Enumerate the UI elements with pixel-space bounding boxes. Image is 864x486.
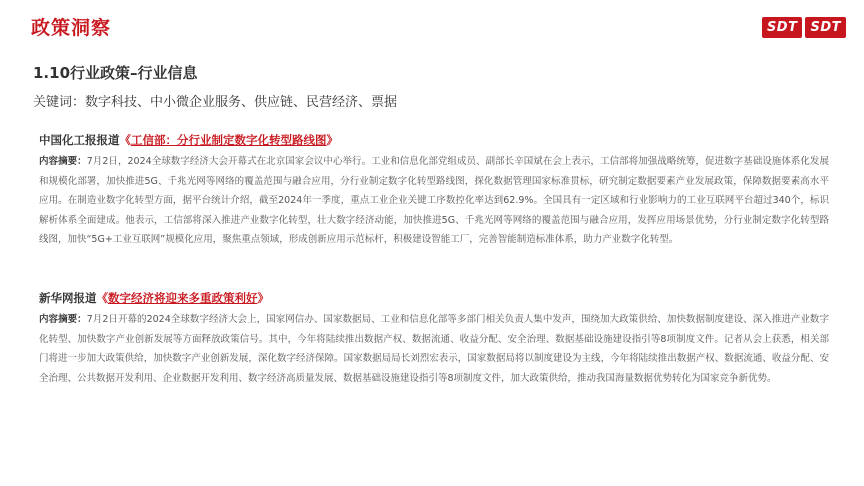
news-summary bbox=[39, 310, 829, 388]
title-bracket-open: 《 bbox=[119, 133, 131, 147]
sdt-logo bbox=[762, 17, 846, 38]
news-item bbox=[39, 288, 829, 388]
title-bracket-open: 《 bbox=[96, 291, 108, 305]
news-item bbox=[39, 130, 829, 250]
summary-text: 7月2日开幕的2024全球数字经济大会上，国家网信办、国家数据局、工业和信息化部等多部门相关负责人集中发声，围绕加大政策供给、加快数据制度建设、深入推进产业数字化转型、加快数字产业创新发展等方面释放政策信号。其中，今年将陆续推出数据产权、数据流通、收益分配、安全治理、数据基础设施建设指引等8项制度文件。记者从会上获悉，相关部门将进一步加大政策供给，加快数字产业创新发展，深化数字经济保障。国家数据局局长刘烈宏表示，国家数据局将以制度建设为主线，今年将陆续推出数据产权、数据流通、收益分配、安全治理、公共数据开发利用、企业数据开发利用、数字经济高质量发展、数据基础设施建设指引等8项制度文件，加大政策供给，推动我国海量数据优势转化为国家竞争新优势。 bbox=[39, 314, 829, 384]
article-title-link[interactable]: 数字经济将迎来多重政策利好 bbox=[108, 291, 258, 305]
news-summary bbox=[39, 152, 829, 250]
news-headline bbox=[39, 130, 829, 150]
article-title-link[interactable]: 工信部：分行业制定数字化转型路线图 bbox=[131, 133, 327, 147]
summary-label: 内容摘要： bbox=[39, 314, 87, 325]
keywords-line: 关键词：数字科技、中小微企业服务、供应链、民营经济、票据 bbox=[33, 95, 398, 110]
summary-label: 内容摘要： bbox=[39, 156, 87, 167]
title-bracket-close: 》 bbox=[326, 133, 338, 147]
section-heading: 1.10行业政策–行业信息 bbox=[33, 64, 198, 82]
logo-mark-left: SDT bbox=[762, 17, 803, 38]
news-source: 新华网报道 bbox=[39, 291, 97, 305]
summary-text: 7月2日，2024全球数字经济大会开幕式在北京国家会议中心举行。工业和信息化部党组成员、副部长辛国斌在会上表示，工信部将加强战略统筹，促进数字基础设施体系化发展和规模化部署，加快推进5G、千兆光网等网络的覆盖范围与融合应用，分行业制定数字化转型路线图，探化数据管理国家标准贯标，研究制定数据要素产业发展政策，保障数据要素高水平应用。在制造业数字化转型方面，据平台统计介绍，截至2024年一季度，重点工业企业关键工序数控化率达到62.9%。全国具有一定区域和行业影响力的工业互联网平台超过340个，标识解析体系全面建成。他表示，工信部将深入推进产业数字化转型，壮大数字经济动能，加快推进5G、千兆光网等网络的覆盖范围与融合应用，发挥应用场景优势，分行业制定数字化转型路线图，加快“5G+工业互联网”规模化应用，聚焦重点领域，形成创新应用示范标杆，积极建设智能工厂，完善智能制造标准体系，助力产业数字化转型。 bbox=[39, 156, 829, 245]
news-headline bbox=[39, 288, 829, 308]
page-title: 政策洞察 bbox=[31, 17, 112, 39]
logo-mark-right: SDT bbox=[805, 17, 846, 38]
news-source: 中国化工报报道 bbox=[39, 133, 120, 147]
title-bracket-close: 》 bbox=[257, 291, 269, 305]
